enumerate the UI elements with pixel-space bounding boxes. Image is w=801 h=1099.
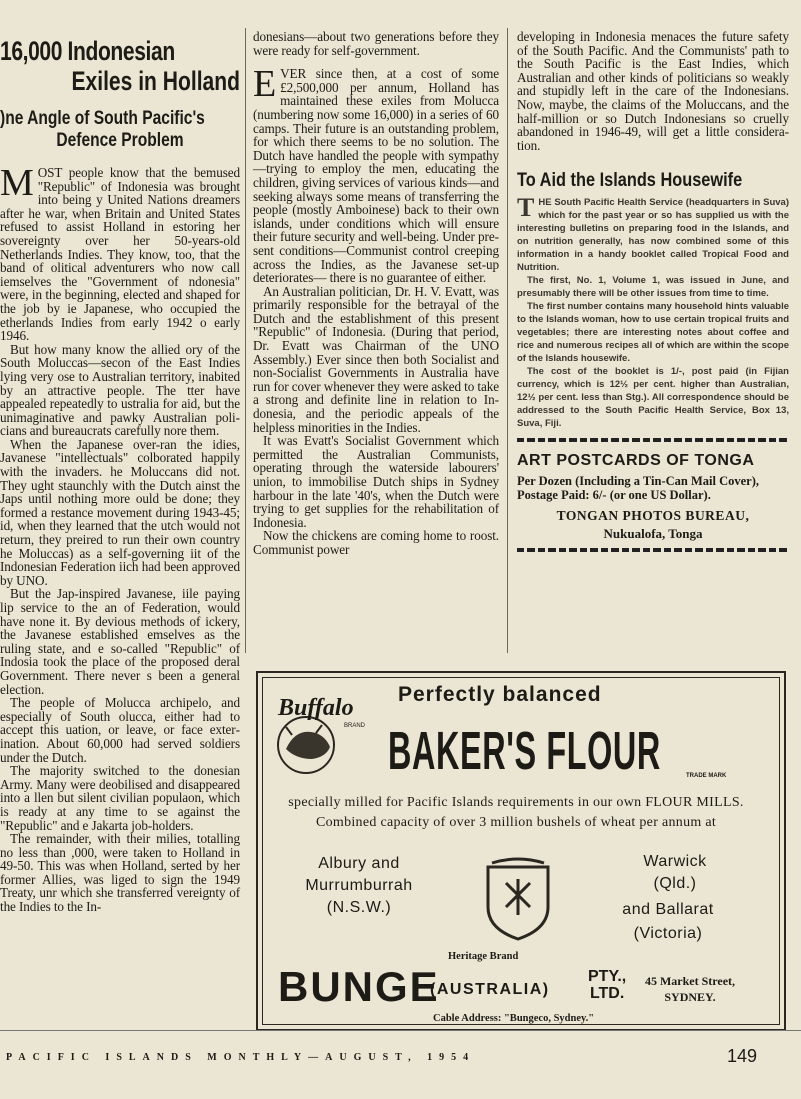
company-address	[620, 973, 760, 1005]
paragraph: donesians—about two generations before they were ready for self-government.	[253, 29, 499, 58]
running-footer: PACIFIC ISLANDS MONTHLY—AUGUST, 1954	[6, 1052, 476, 1063]
paragraph: The remainder, with their milies, totalling no less than ,000, were taken to Holland in 49-50. This was when Holland, serted by her former Allies, was liged to sign the 1949 Treaty, unr which she transferred vereignty of the Indies to the In-	[0, 831, 240, 915]
paragraph: HE South Pacific Health Service (headquarters in Suva) which for the past year or so has supplied us with the interesting bulletins on preparing food in the Islands, and on nutrition generally, has now combined some of this information in a handy booklet called Tropical Food and Nutrition.	[517, 197, 789, 274]
heritage-shield-icon	[478, 853, 558, 943]
article-column-3	[517, 30, 789, 562]
column-divider-2	[507, 28, 508, 653]
mill-location-nsw: Albury and Murrumburrah (N.S.W.)	[305, 855, 413, 916]
paragraph: But the Jap-inspired Javanese, iile paying lip service to the an of Federation, would have none it. By devious methods of ickery, the Javanese established emselves as the ruling state, and e so-called "Republic" of Indosia took the place of the proposed deral Government. There never s been a general election.	[0, 586, 240, 697]
subheadline-line-1: )ne Angle of South Pacific's	[0, 108, 205, 129]
mill-location-victoria: (Victoria)	[633, 925, 703, 942]
buffalo-logo-icon	[272, 687, 392, 783]
tonga-bureau-name: TONGAN PHOTOS BUREAU,	[556, 508, 750, 524]
article-body-col1	[0, 162, 240, 915]
heritage-brand-label: Heritage Brand	[448, 951, 519, 962]
footer-rule	[0, 1030, 801, 1031]
ad-brand-name: BAKER'S FLOUR	[388, 721, 661, 781]
drop-cap: T	[517, 193, 535, 223]
paragraph: The first, No. 1, Volume 1, was issued in June, and presumably there will be other issues from time to time.	[517, 275, 789, 300]
tonga-postcards-title: ART POSTCARDS OF TONGA	[517, 452, 755, 470]
drop-cap: E	[253, 63, 277, 106]
logo-text: Buffalo	[278, 695, 354, 721]
article-body-col2	[253, 30, 499, 557]
paragraph: developing in Indonesia menaces the future safety of the South Pacific. And the Communists' path to the South Pacific is the East Indies, which Australian and other kinds of politicians so weakly and stupidly left in the care of the Indonesians. Now, maybe, the claims of the Moluccans, and the half-million or so Dutch Indonesians so cruelly abandoned in 1946-49, will get a little consideration.	[517, 29, 789, 153]
trademark-label: TRADE MARK	[686, 773, 727, 779]
drop-cap: M	[0, 162, 34, 204]
company-suffix-ltd: LTD.	[589, 985, 625, 1002]
ad-description: specially milled for Pacific Islands requirements in our own FLOUR MILLS. Combined capacity of over 3 million bushels of wheat per annum at	[288, 795, 744, 830]
tonga-postcards-price: Per Dozen (Including a Tin-Can Mail Cover), Postage Paid: 6/- (or one US Dollar).	[517, 474, 760, 503]
ornamental-rule	[517, 548, 789, 552]
cable-address: Cable Address: "Bungeco, Sydney."	[433, 1013, 595, 1024]
paragraph: But how many know the allied ory of the South Moluccas—secon of the East Indies lying very ose to Australian territory, inabited by an attractive people. The tter have appealed repeatedly to ustralia for aid, but the unimaginative and pawky Australian policians and bureaucrats carefully nore them.	[0, 341, 240, 439]
ad-tagline: Perfectly balanced	[398, 683, 602, 706]
headline-line-2: Exiles in Holland	[71, 66, 240, 96]
company-suffix-pty: PTY.,	[588, 968, 627, 985]
housewife-title: To Aid the Islands Housewife	[517, 170, 743, 192]
subheadline-line-2: Defence Problem	[56, 130, 184, 151]
paragraph: VER since then, at a cost of some £2,500,000 per annum, Holland has maintained these exiles from Molucca (numbering now some 16,000) in a series of 60 camps. Their future is an outstanding problem, for which there seems to be no solution. The Dutch have handled the people with sympathy —trying to employ the men, educating the children, giving services of various kinds—and seeking always some means of transferring the people (mostly Amboinese) back to their own islands, under conditions which will ensure their future security and well-being. Under present conditions—Communist control creeping across the Indies, as the Javanese set-up deteriorates— there is no guarantee of either.	[253, 66, 499, 286]
bakers-flour-advertisement	[256, 671, 786, 1031]
paragraph: An Australian politician, Dr. H. V. Evatt, was primarily responsible for the betrayal of the Dutch and the establishment of this present "Republic" of Indonesia. (During that period, Dr. Evatt was Chairman of the UNO Assembly.) Ever since then both Socialist and non-Socialist Governments in Australia have run for cover whenever they were asked to take a strong and definite line in relation to Indonesia, and the periodic appeals of the helpless minorities in the Indies.	[253, 283, 499, 435]
company-name: BUNGE	[278, 963, 440, 1010]
company-country: (AUSTRALIA)	[430, 981, 550, 998]
housewife-notice	[517, 193, 789, 430]
paragraph: It was Evatt's Socialist Government which permitted the Australian Communists, operating through the waterside labourers' union, to immobilise Dutch ships in Sydney harbour in the late '40's, when the Dutch were trying to get supplies for the rehabilitation of Indonesia.	[253, 433, 499, 530]
address-city: SYDNEY.	[664, 990, 716, 1004]
logo-subtext: BRAND	[344, 723, 366, 729]
paragraph: OST people know that the bemused "Republic" of Indonesia was brought into being y United Nations dreamers after he war, when Britain and United States refused to assist Holland in estoring her sovereignty over her 50-years-old Netherlands Indies. They know, too, that the band of olitical adventurers who now call iemselves the "Government of ndonesia" were, in the beginning, elected and shaped for the job by ie Japanese, who occupied the etherlands Indies from early 1942 o early 1946.	[0, 165, 240, 344]
headline-line-1: 16,000 Indonesian	[0, 36, 175, 66]
mill-location-warwick: Warwick	[643, 853, 707, 870]
paragraph: When the Japanese over-ran the idies, Javanese "intellectuals" colborated happily with the invaders. he Moluccans did not. They ught staunchly with the Dutch ainst the Japs until nothing more ould be done; they formed a restance movement during 1943-45; id, when they learned that the utch would not return, they preired to run their own country he Moluccas) as a self-governing iit of the Indonesian Federation iich had been approved by UNO.	[0, 436, 240, 588]
mill-location-qld: (Qld.)	[653, 875, 697, 892]
paragraph: The people of Molucca archipelo, and especially of South olucca, either had to accept this uation, or leave, or face exterination. About 60,000 had served soldiers under the Dutch.	[0, 695, 240, 765]
article-body-col3	[517, 30, 789, 152]
tonga-bureau-place: Nukualofa, Tonga	[603, 526, 703, 542]
page-number: 149	[727, 1046, 758, 1066]
ornamental-rule	[517, 438, 789, 442]
address-street: 45 Market Street,	[644, 974, 736, 988]
paragraph: The majority switched to the donesian Army. Many were deobilised and disappeared into a llen but silent civilian populaon, which is ready at any time to se against the "Republic" and e Jakarta job-holders.	[0, 763, 240, 833]
article-column-2	[253, 30, 499, 557]
paragraph: The cost of the booklet is 1/-, post paid (in Fijian currency, which is 12½ per cent. higher than Australian, 12½ per cent. less than Stg.). All correspondence should be addressed to the South Pacific Health Service, Box 13, Suva, Fiji.	[517, 366, 789, 430]
column-divider-1	[245, 28, 246, 653]
paragraph: The first number contains many household hints valuable to the Islands woman, how to use certain tropical fruits and vegetables; there are interesting notes about coffee and rice and numerous recipes all of which are within the scope of the Islands housewife.	[517, 301, 789, 365]
paragraph: Now the chickens are coming home to roost. Communist power	[253, 528, 499, 557]
mill-location-ballarat: and Ballarat	[622, 901, 714, 918]
article-column-1	[0, 30, 240, 914]
